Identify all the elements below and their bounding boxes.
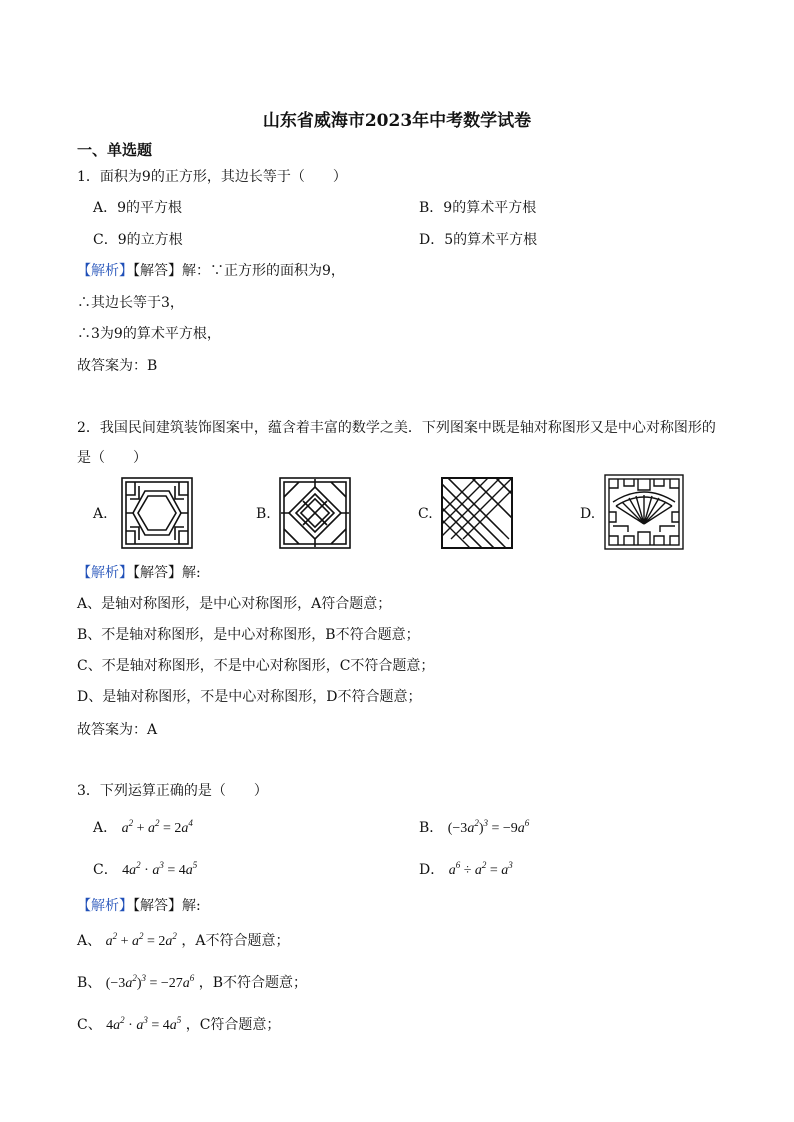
q1-option-b: B．9的算术平方根 [419,200,537,216]
pattern-c-figure [441,477,513,549]
q1-stem: 1．面积为9的正方形，其边长等于（ ） [77,169,347,185]
analysis-tag: 【解析】 [77,263,133,279]
q2-option-b-label: B. [256,506,271,522]
q2-option-a-label: A. [93,506,108,522]
q3-analysis-line [77,972,307,992]
q3-analysis-line [77,895,201,915]
q1-answer: 故答案为：B [77,358,158,374]
formula: $4a^2 \cdot a^3 = 4a^5$ [122,860,198,878]
q1-option-a: A．9的平方根 [93,200,183,216]
line-label: C、 [77,1017,102,1033]
line-label: B、 [77,975,102,991]
line-suffix: ，A不符合题意； [181,933,290,949]
analysis-text: 解：∵正方形的面积为9， [182,263,345,279]
q3-option-a [93,817,193,837]
formula: $a^2 + a^2 = 2a^4$ [121,818,193,836]
formula: $(-3a^2)^3 = -27a^6$ [105,973,195,991]
q2-analysis-line: A、是轴对称图形，是中心对称图形，A符合题意； [77,596,392,612]
formula: $a^2 + a^2 = 2a^2$ [105,931,177,949]
q3-analysis-line [77,1014,280,1034]
option-label: B． [419,820,444,836]
answer-tag: 【解答】 [133,565,182,581]
q1-analysis-line: ∴其边长等于3， [77,295,184,311]
analysis-tag: 【解析】 [77,565,133,581]
q3-stem: 3．下列运算正确的是（ ） [77,783,268,799]
option-label: C． [93,862,118,878]
q3-analysis-line [77,930,289,950]
analysis-text: 解: [182,565,201,581]
analysis-tag: 【解析】 [77,898,133,914]
q1-option-d: D．5的算术平方根 [419,232,538,248]
q3-option-c [93,859,197,879]
option-label: D． [419,862,445,878]
q3-option-b [419,817,529,837]
q1-analysis-line: ∴3为9的算术平方根， [77,326,221,342]
section-heading: 一、单选题 [77,141,153,159]
q2-answer: 故答案为：A [77,722,158,738]
answer-tag: 【解答】 [133,898,182,914]
answer-tag: 【解答】 [133,263,182,279]
option-label: A． [93,820,118,836]
q2-analysis-line: C、不是轴对称图形，不是中心对称图形，C不符合题意； [77,658,435,674]
q2-analysis-line: B、不是轴对称图形，是中心对称图形，B不符合题意； [77,627,420,643]
q2-analysis-line [77,562,201,582]
analysis-text: 解: [182,898,201,914]
q2-analysis-line: D、是轴对称图形，不是中心对称图形，D不符合题意； [77,689,422,705]
q2-stem-line2: 是（ ） [77,450,147,466]
q1-analysis-line [77,260,345,280]
pattern-b-figure [279,477,351,549]
pattern-d-figure [604,474,684,550]
formula: $4a^2 \cdot a^3 = 4a^5$ [106,1015,182,1033]
line-suffix: ，B不符合题意； [198,975,308,991]
formula: $a^6 \div a^2 = a^3$ [448,860,513,878]
line-suffix: ，C符合题意； [185,1017,281,1033]
page-title: 山东省威海市2023年中考数学试卷 [262,111,532,131]
q2-stem-line1: 2．我国民间建筑装饰图案中，蕴含着丰富的数学之美．下列图案中既是轴对称图形又是中心对称图形的 [77,420,716,436]
q3-option-d [419,859,513,879]
formula: $(-3a^2)^3 = -9a^6$ [447,818,530,836]
line-label: A、 [77,933,102,949]
q1-option-c: C．9的立方根 [93,232,183,248]
q2-option-d-label: D. [580,506,596,522]
pattern-a-figure [121,477,193,549]
q2-option-c-label: C. [418,506,433,522]
